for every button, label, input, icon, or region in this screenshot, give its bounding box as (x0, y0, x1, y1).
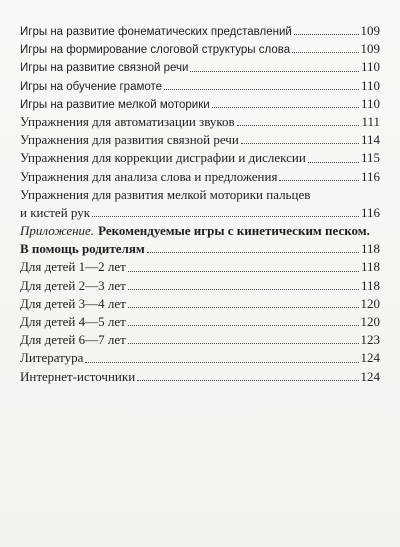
dot-leader (294, 34, 359, 35)
toc-entry-title: Упражнения для коррекции дисграфии и дислексии (20, 150, 306, 166)
toc-entry-page: 120 (360, 314, 380, 329)
toc-entry-page: 109 (360, 23, 380, 38)
dot-leader (279, 180, 359, 181)
toc-entry-page: 118 (360, 259, 380, 275)
toc-entry (20, 77, 380, 95)
toc-entry (20, 349, 380, 367)
toc-entry-title: Игры на формирование слоговой структуры слова (20, 44, 291, 57)
toc-entry-multiline (20, 186, 380, 222)
toc-entry-page: 115 (360, 150, 380, 166)
toc-entry-page: 118 (360, 277, 380, 293)
toc-entry-page: 109 (360, 41, 380, 57)
toc-entry-title: Для детей 2—3 лет (20, 277, 126, 293)
toc-entry-page: 124 (360, 350, 380, 366)
dot-leader (128, 289, 359, 290)
appendix-title-line1: Рекомендуемые игры с кинетическим песком. (98, 223, 370, 239)
toc-entry-title: Для детей 1—2 лет (20, 259, 126, 275)
toc-entry-page: 118 (360, 241, 380, 257)
toc-entry-continuation (20, 240, 380, 258)
toc-entry-appendix (20, 222, 380, 258)
toc-entry (20, 95, 380, 113)
toc-entry-page: 116 (360, 204, 380, 220)
dot-leader (164, 89, 359, 90)
toc-entry (20, 131, 380, 149)
toc-entry-page: 110 (360, 59, 380, 75)
toc-entry-title-line2: и кистей рук (20, 204, 91, 220)
toc-entry-title: Игры на развитие связной речи (20, 62, 189, 75)
toc-entry (20, 295, 380, 313)
toc-entry-page: 114 (360, 132, 380, 148)
toc-entry (20, 368, 380, 386)
toc-entry (20, 113, 380, 131)
toc-entry-title: Для детей 4—5 лет (20, 314, 126, 329)
toc-entry (20, 331, 380, 349)
dot-leader (92, 216, 359, 217)
appendix-prefix: Приложение. (20, 223, 95, 239)
toc-entry-continuation (20, 204, 380, 222)
toc-entry (20, 58, 380, 76)
dot-leader (237, 125, 360, 126)
toc-entry-page: 123 (360, 332, 380, 348)
dot-leader (128, 343, 359, 344)
toc-entry-title: Упражнения для развития связной речи (20, 132, 239, 148)
toc-entry-title: Упражнения для автоматизации звуков (20, 113, 235, 129)
toc-entry-title: Игры на развитие фонематических представлений (20, 26, 292, 38)
toc-entry-title: Литература (20, 350, 84, 366)
dot-leader (190, 71, 359, 72)
toc-entry-title: Упражнения для анализа слова и предложения (20, 168, 278, 184)
toc-entry (20, 149, 380, 167)
toc-entry (20, 168, 380, 186)
dot-leader (212, 107, 359, 108)
toc-entry (20, 277, 380, 295)
toc-entry (20, 313, 380, 331)
dot-leader (128, 325, 359, 326)
toc-entry-page: 111 (361, 113, 380, 129)
toc-entry-page: 124 (360, 368, 380, 384)
toc-entry-title-line1: Упражнения для развития мелкой моторики пальцев (20, 186, 311, 202)
dot-leader (128, 271, 359, 272)
table-of-contents (20, 0, 380, 386)
toc-entry-title: Игры на обучение грамоте (20, 80, 163, 93)
toc-entry-page: 110 (360, 95, 380, 111)
dot-leader (128, 307, 359, 308)
toc-entry-page: 120 (360, 295, 380, 311)
appendix-title-line2: В помощь родителям (20, 241, 145, 257)
dot-leader (147, 252, 359, 253)
toc-entry (20, 258, 380, 276)
toc-entry-page: 116 (360, 168, 380, 184)
toc-entry-title: Для детей 6—7 лет (20, 332, 126, 348)
dot-leader (85, 362, 358, 363)
dot-leader (137, 380, 358, 381)
toc-entry (20, 22, 380, 40)
dot-leader (241, 143, 359, 144)
toc-entry (20, 40, 380, 58)
toc-entry-page: 110 (360, 77, 380, 93)
dot-leader (308, 162, 359, 163)
toc-entry-title: Интернет-источники (20, 368, 136, 384)
appendix-heading-line (20, 222, 380, 240)
toc-entry-title: Игры на развитие мелкой моторики (20, 98, 210, 111)
dot-leader (292, 52, 358, 53)
toc-entry-title: Для детей 3—4 лет (20, 295, 126, 311)
